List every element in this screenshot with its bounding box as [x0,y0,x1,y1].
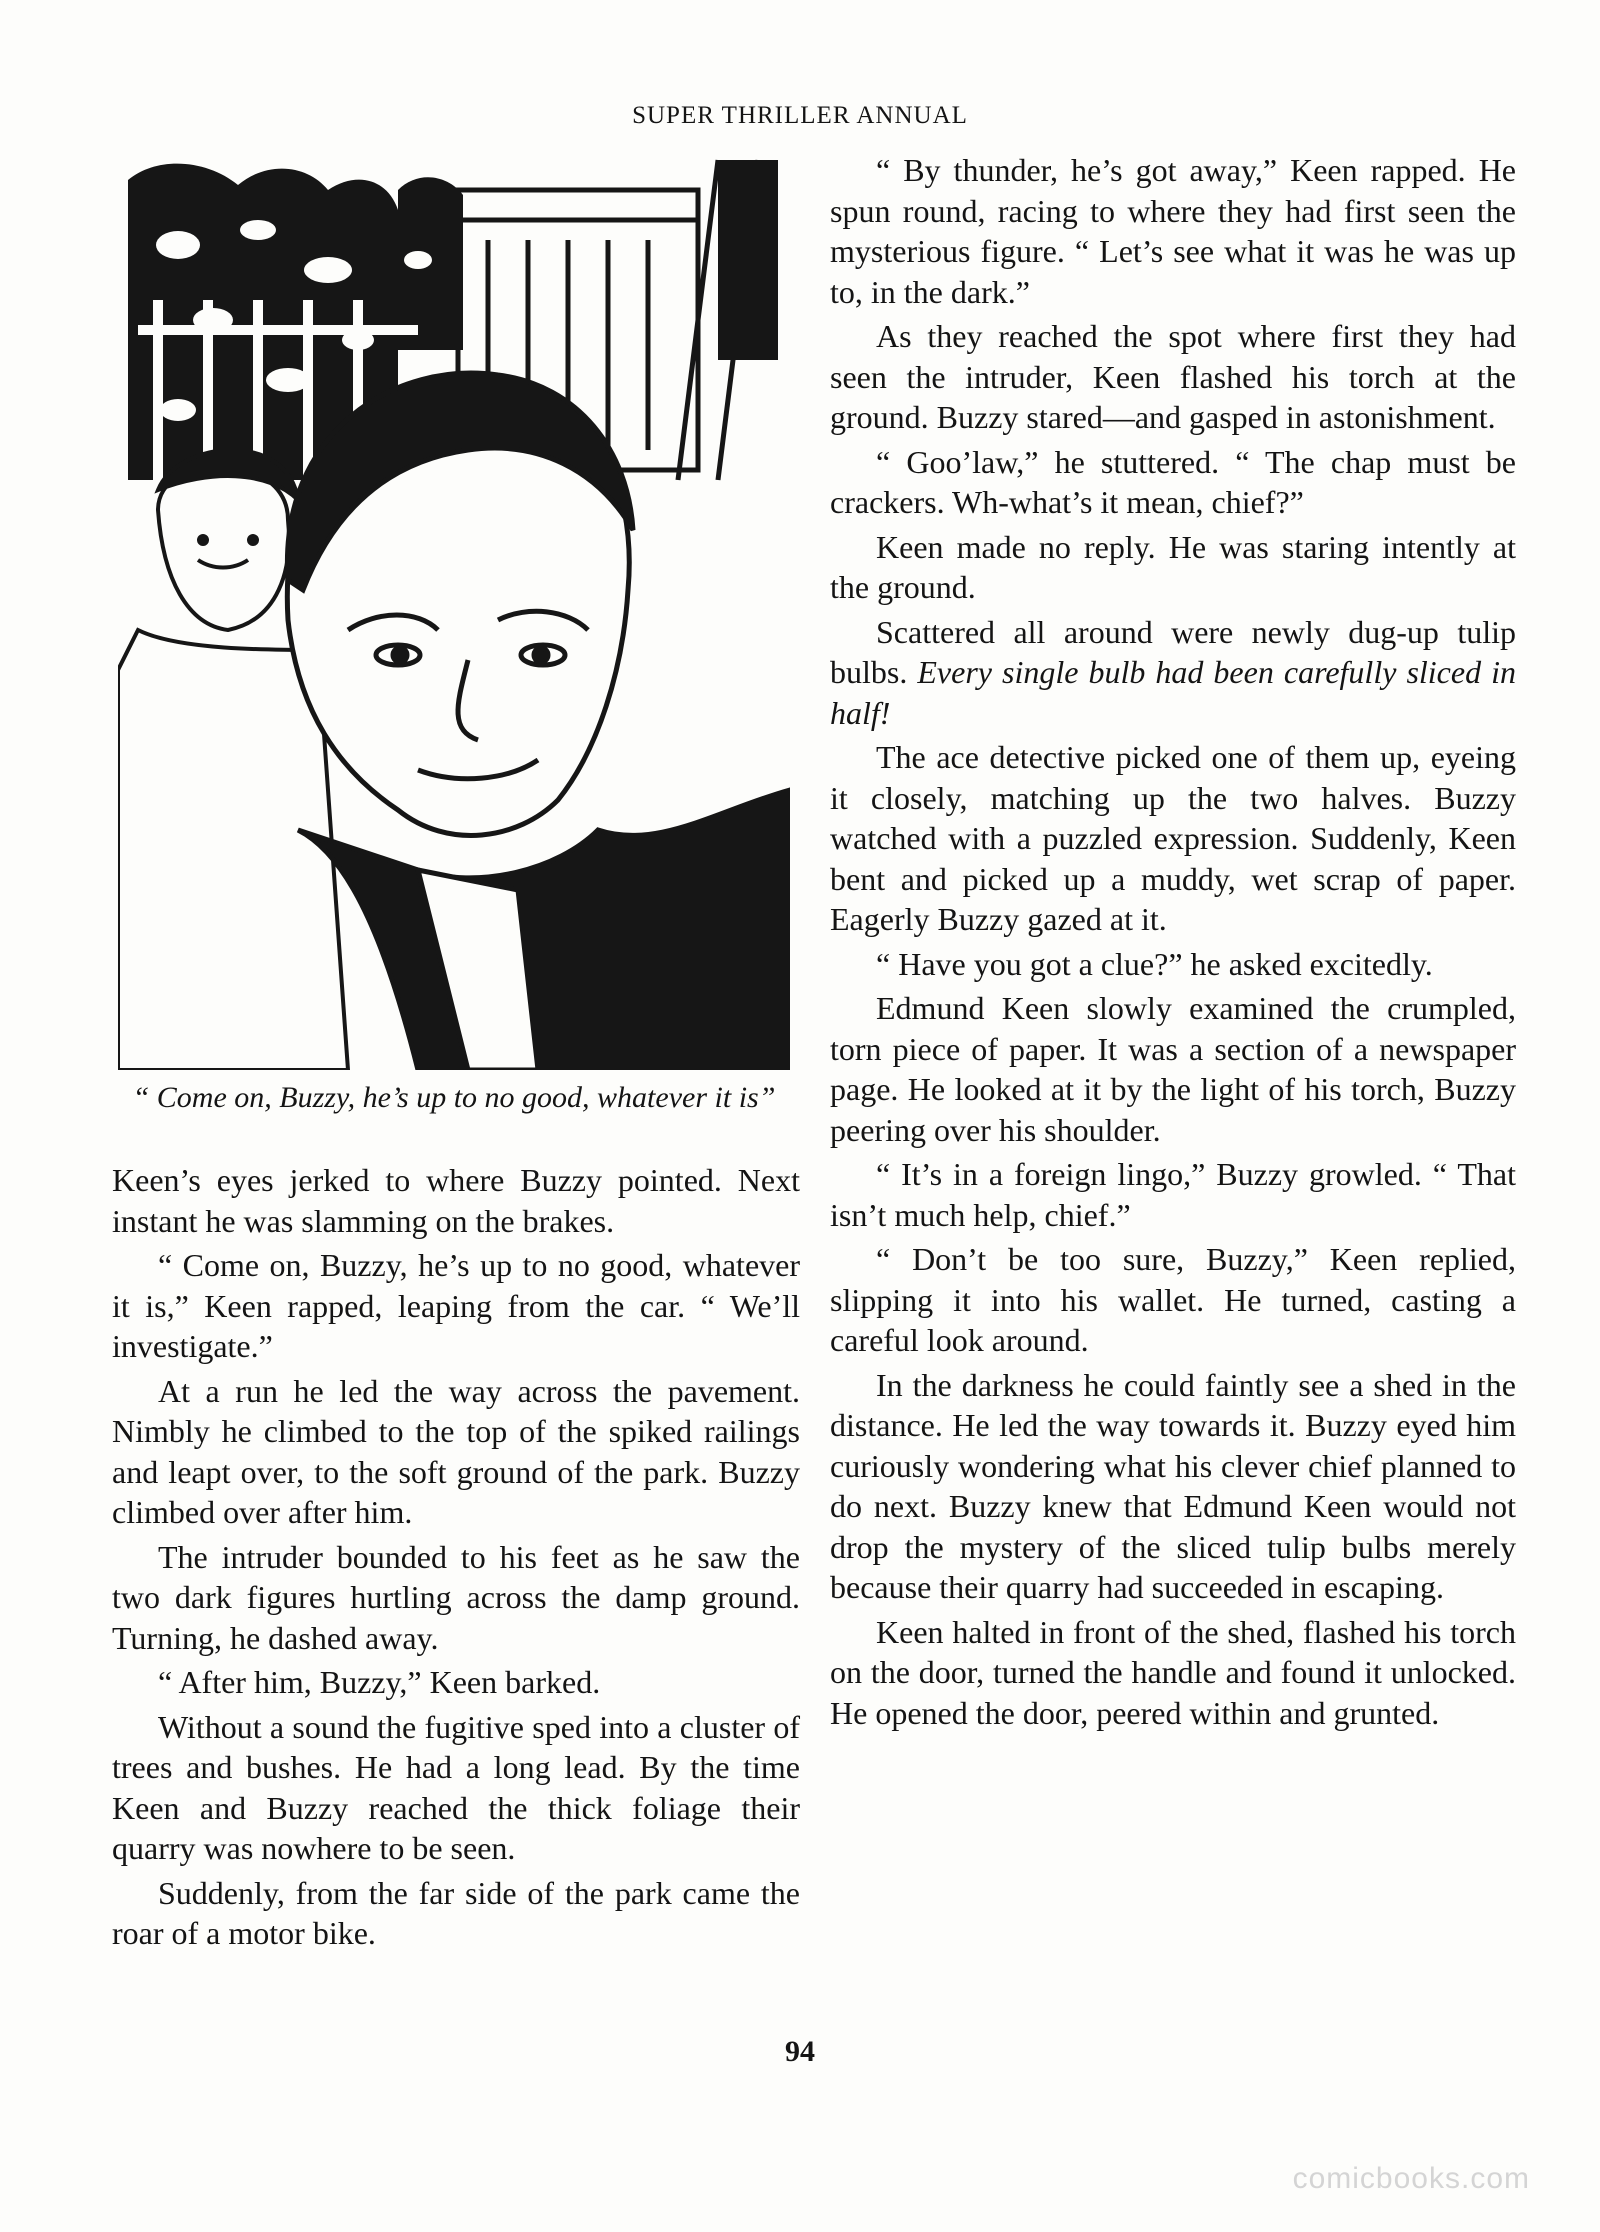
emphasis-text: Every single bulb had been carefully sliced in half! [830,654,1517,731]
paragraph: “ After him, Buzzy,” Keen barked. [158,1664,601,1700]
paragraph: As they reached the spot where first they had seen the intruder, Keen flashed his torch at the ground. Buzzy stared—and gasped in astonishment. [830,318,1516,435]
paragraph: “ Come on, Buzzy, he’s up to no good, whatever it is,” Keen rapped, leaping from the car. “ We’ll investigate.” [112,1247,800,1364]
watermark: comicbooks.com [1292,2162,1530,2195]
page-number: 94 [785,2035,815,2068]
paragraph: Keen halted in front of the shed, flashed his torch on the door, turned the handle and found it unlocked. He opened the door, peered within and grunted. [830,1613,1516,1731]
right-column [830,150,1516,1737]
paragraph: “ By thunder, he’s got away,” Keen rapped. He spun round, racing to where they had first seen the mysterious figure. “ Let’s see what it was he was up to, in the dark.” [830,152,1516,310]
paragraph: Suddenly, from the far side of the park came the roar of a motor bike. [112,1874,800,1951]
paragraph: The intruder bounded to his feet as he saw the two dark figures hurtling across the damp ground. Turning, he dashed away. [112,1538,800,1656]
paragraph: “ Have you got a clue?” he asked excitedly. [876,945,1433,982]
paragraph: “ It’s in a foreign lingo,” Buzzy growled. “ That isn’t much help, chief.” [830,1156,1516,1233]
left-column [112,1160,800,1958]
story-illustration [118,150,790,1070]
paragraph: At a run he led the way across the pavement. Nimbly he climbed to the top of the spiked railings and leapt over, to the soft ground of the park. Buzzy climbed over after him. [112,1372,800,1530]
paragraph: Keen made no reply. He was staring intently at the ground. [830,528,1516,605]
paragraph: Edmund Keen slowly examined the crumpled, torn piece of paper. It was a section of a newspaper page. He looked at it by the light of his torch, Buzzy peering over his shoulder. [830,990,1516,1148]
paragraph: The ace detective picked one of them up, eyeing it closely, matching up the two halves. Buzzy watched with a puzzled expression. Suddenly, Keen bent and picked up a muddy, wet scrap of paper. Eagerly Buzzy gazed at it. [830,739,1516,937]
paragraph [830,612,1516,734]
paragraph: “ Don’t be too sure, Buzzy,” Keen replied, slipping it into his wallet. He turned, casting a careful look around. [830,1241,1516,1358]
illustration-drawing [118,150,790,1070]
paragraph: Without a sound the fugitive sped into a cluster of trees and bushes. He had a long lead. By the time Keen and Buzzy reached the thick foliage their quarry was nowhere to be seen. [112,1708,800,1866]
paragraph: “ Goo’law,” he stuttered. “ The chap must be crackers. Wh-what’s it mean, chief?” [830,443,1516,520]
paragraph: In the darkness he could faintly see a shed in the distance. He led the way towards it. Buzzy eyed him curiously wondering what his clever chief planned to do next. Buzzy knew that Edmund Keen would not drop the mystery of the sliced tulip bulbs merely because their quarry had succeeded in escaping. [830,1366,1516,1605]
paragraph: Keen’s eyes jerked to where Buzzy pointed. Next instant he was slamming on the brakes. [112,1162,800,1239]
paragraph-text: Scattered all around were newly dug-up tulip bulbs. [830,613,1516,690]
running-head: SUPER THRILLER ANNUAL [632,102,968,129]
illustration-caption: “ Come on, Buzzy, he’s up to no good, whatever it is” [132,1081,776,1114]
